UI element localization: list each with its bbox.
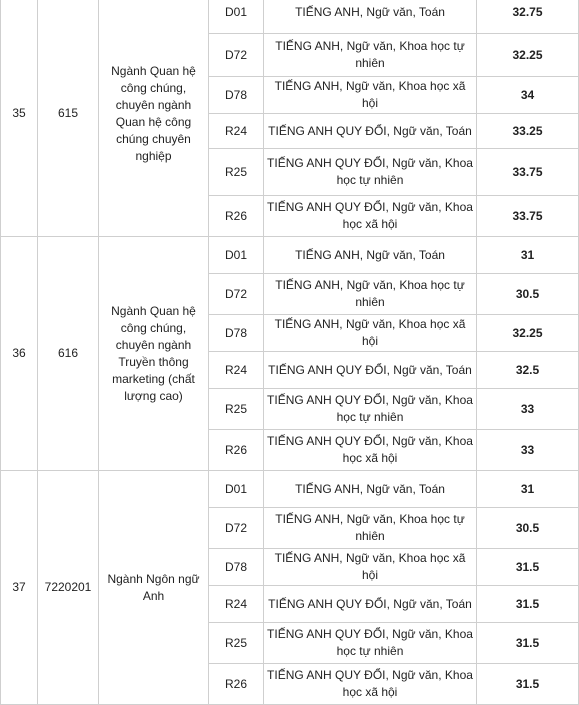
row-number-cell: 36: [1, 237, 38, 471]
major-code-cell: 7220201: [38, 471, 99, 705]
subject-combination-cell: TIẾNG ANH, Ngữ văn, Toán: [264, 237, 477, 274]
major-name-cell: Ngành Ngôn ngữ Anh: [99, 471, 209, 705]
subject-block-code-cell: D78: [209, 315, 264, 352]
cutoff-score-cell: 34: [477, 77, 579, 114]
cutoff-score-cell: 31.5: [477, 549, 579, 586]
cutoff-score-cell: 31: [477, 471, 579, 508]
cutoff-score-cell: 33: [477, 430, 579, 471]
subject-block-code-cell: R24: [209, 586, 264, 623]
subject-combination-cell: TIẾNG ANH, Ngữ văn, Khoa học tự nhiên: [264, 508, 477, 549]
subject-block-code-cell: D78: [209, 77, 264, 114]
subject-block-code-cell: R24: [209, 114, 264, 149]
subject-combination-cell: TIẾNG ANH QUY ĐỔI, Ngữ văn, Khoa học tự nhiên: [264, 623, 477, 664]
cutoff-score-cell: 32.25: [477, 315, 579, 352]
subject-combination-cell: TIẾNG ANH QUY ĐỔI, Ngữ văn, Khoa học tự nhiên: [264, 389, 477, 430]
cutoff-score-cell: 31: [477, 237, 579, 274]
cutoff-score-cell: 32.5: [477, 352, 579, 389]
subject-combination-cell: TIẾNG ANH QUY ĐỔI, Ngữ văn, Khoa học xã hội: [264, 196, 477, 237]
cutoff-score-cell: 33: [477, 389, 579, 430]
subject-combination-cell: TIẾNG ANH QUY ĐỔI, Ngữ văn, Toán: [264, 352, 477, 389]
major-name-cell: Ngành Quan hệ công chúng, chuyên ngành Truyền thông marketing (chất lượng cao): [99, 237, 209, 471]
subject-combination-cell: TIẾNG ANH QUY ĐỔI, Ngữ văn, Khoa học tự nhiên: [264, 149, 477, 196]
subject-block-code-cell: D01: [209, 237, 264, 274]
cutoff-score-cell: 33.25: [477, 114, 579, 149]
subject-block-code-cell: R26: [209, 430, 264, 471]
table-row: [1, 0, 579, 34]
cutoff-score-cell: 31.5: [477, 586, 579, 623]
subject-combination-cell: TIẾNG ANH, Ngữ văn, Khoa học tự nhiên: [264, 34, 477, 77]
cutoff-score-cell: 31.5: [477, 664, 579, 705]
table-row: [1, 237, 579, 274]
subject-combination-cell: TIẾNG ANH QUY ĐỔI, Ngữ văn, Toán: [264, 586, 477, 623]
cutoff-score-cell: 32.25: [477, 34, 579, 77]
cutoff-score-cell: 31.5: [477, 623, 579, 664]
subject-combination-cell: TIẾNG ANH QUY ĐỔI, Ngữ văn, Khoa học xã hội: [264, 430, 477, 471]
subject-block-code-cell: D01: [209, 471, 264, 508]
row-number-cell: 35: [1, 0, 38, 237]
subject-combination-cell: TIẾNG ANH, Ngữ văn, Khoa học tự nhiên: [264, 274, 477, 315]
subject-block-code-cell: R25: [209, 389, 264, 430]
subject-block-code-cell: D72: [209, 508, 264, 549]
subject-combination-cell: TIẾNG ANH, Ngữ văn, Khoa học xã hội: [264, 77, 477, 114]
cutoff-score-cell: 33.75: [477, 149, 579, 196]
subject-combination-cell: TIẾNG ANH, Ngữ văn, Toán: [264, 0, 477, 34]
subject-block-code-cell: D72: [209, 274, 264, 315]
cutoff-score-cell: 33.75: [477, 196, 579, 237]
subject-combination-cell: TIẾNG ANH QUY ĐỔI, Ngữ văn, Khoa học xã hội: [264, 664, 477, 705]
subject-block-code-cell: D78: [209, 549, 264, 586]
cutoff-score-cell: 30.5: [477, 274, 579, 315]
major-code-cell: 615: [38, 0, 99, 237]
cutoff-score-cell: 30.5: [477, 508, 579, 549]
subject-combination-cell: TIẾNG ANH, Ngữ văn, Khoa học xã hội: [264, 315, 477, 352]
subject-combination-cell: TIẾNG ANH QUY ĐỔI, Ngữ văn, Toán: [264, 114, 477, 149]
subject-block-code-cell: R25: [209, 149, 264, 196]
table-row: [1, 471, 579, 508]
major-code-cell: 616: [38, 237, 99, 471]
subject-block-code-cell: R26: [209, 196, 264, 237]
subject-combination-cell: TIẾNG ANH, Ngữ văn, Toán: [264, 471, 477, 508]
table-body: [1, 0, 579, 705]
subject-block-code-cell: R24: [209, 352, 264, 389]
subject-block-code-cell: R25: [209, 623, 264, 664]
subject-block-code-cell: R26: [209, 664, 264, 705]
major-name-cell: Ngành Quan hệ công chúng, chuyên ngành Quan hệ công chúng chuyên nghiệp: [99, 0, 209, 237]
cutoff-score-cell: 32.75: [477, 0, 579, 34]
subject-combination-cell: TIẾNG ANH, Ngữ văn, Khoa học xã hội: [264, 549, 477, 586]
row-number-cell: 37: [1, 471, 38, 705]
subject-block-code-cell: D01: [209, 0, 264, 34]
subject-block-code-cell: D72: [209, 34, 264, 77]
